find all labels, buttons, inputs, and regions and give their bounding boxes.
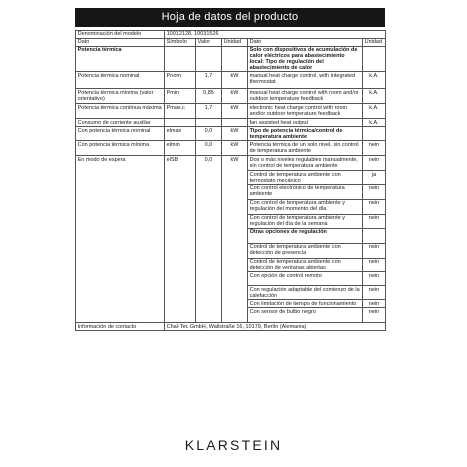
left-simbolo-cell bbox=[165, 46, 196, 72]
model-row bbox=[76, 31, 386, 39]
product-datasheet bbox=[75, 8, 385, 331]
header-unidad-right: Unidad bbox=[363, 38, 386, 46]
table-row bbox=[76, 141, 386, 156]
right-unidad-cell: nein bbox=[363, 156, 386, 171]
right-unidad-cell: nein bbox=[363, 243, 386, 258]
left-dato-cell: Potencia térmica nominal bbox=[76, 72, 165, 89]
right-unidad-cell: nein bbox=[363, 308, 386, 323]
left-dato-cell: Consumo de corriente auxiliar bbox=[76, 119, 165, 127]
left-simbolo-cell: elSB bbox=[165, 156, 196, 323]
right-unidad-cell: nein bbox=[363, 272, 386, 286]
right-unidad-cell bbox=[363, 46, 386, 72]
left-simbolo-cell: Pmax,c bbox=[165, 104, 196, 119]
left-dato-cell: Potencia térmica bbox=[76, 46, 165, 72]
left-valor-cell: 1,7 bbox=[196, 104, 222, 119]
left-unidad-cell: kW bbox=[222, 127, 248, 141]
right-unidad-cell: nein bbox=[363, 214, 386, 228]
table-row bbox=[76, 46, 386, 72]
right-dato-cell: Con limitación de tiempo de funcionamiento bbox=[248, 300, 363, 308]
left-valor-cell: 0,0 bbox=[196, 156, 222, 323]
right-unidad-cell: k.A. bbox=[363, 119, 386, 127]
left-valor-cell bbox=[196, 119, 222, 127]
right-unidad-cell: k.A. bbox=[363, 72, 386, 89]
right-dato-cell: Con control electrónico de temperatura ambiente bbox=[248, 184, 363, 199]
right-unidad-cell: k.A. bbox=[363, 104, 386, 119]
right-unidad-cell: nein bbox=[363, 184, 386, 199]
table-row bbox=[76, 127, 386, 141]
table-row bbox=[76, 119, 386, 127]
right-unidad-cell bbox=[363, 127, 386, 141]
contact-row bbox=[76, 323, 386, 331]
right-dato-cell: Otras opciones de regulación bbox=[248, 228, 363, 243]
left-dato-cell: Con potencia térmica mínima bbox=[76, 141, 165, 156]
left-dato-cell: En modo de espera bbox=[76, 156, 165, 323]
left-valor-cell: 0,0 bbox=[196, 141, 222, 156]
left-valor-cell: 0,0 bbox=[196, 127, 222, 141]
datasheet-title: Hoja de datos del producto bbox=[75, 8, 385, 27]
left-valor-cell: 0,85 bbox=[196, 89, 222, 104]
right-dato-cell: Con regulación adaptable del comienzo de la calefacción bbox=[248, 286, 363, 300]
left-unidad-cell: kW bbox=[222, 89, 248, 104]
left-valor-cell bbox=[196, 46, 222, 72]
right-unidad-cell: nein bbox=[363, 141, 386, 156]
left-dato-cell: Con potencia térmica nominal bbox=[76, 127, 165, 141]
header-valor: Valor bbox=[196, 38, 222, 46]
right-unidad-cell: nein bbox=[363, 258, 386, 272]
right-dato-cell: Solo con dispositivos de acumulación de calor eléctricos para abastecimiento local: Tipo de regulación del abastecimiento de calor bbox=[248, 46, 363, 72]
left-dato-cell: Potencia térmica continua máxima bbox=[76, 104, 165, 119]
left-valor-cell: 1,7 bbox=[196, 72, 222, 89]
model-label: Denominación del modelo bbox=[76, 31, 165, 39]
right-unidad-cell: ja bbox=[363, 171, 386, 185]
header-dato-right: Dato bbox=[248, 38, 363, 46]
right-dato-cell: electronic heat charge control with room and/or outdoor temperature feedback bbox=[248, 104, 363, 119]
right-unidad-cell: nein bbox=[363, 300, 386, 308]
left-simbolo-cell: Pnom bbox=[165, 72, 196, 89]
right-dato-cell: Con opción de control remoto bbox=[248, 272, 363, 286]
left-unidad-cell bbox=[222, 46, 248, 72]
right-unidad-cell: nein bbox=[363, 286, 386, 300]
right-dato-cell: manual heat charge control, with integrated thermostat bbox=[248, 72, 363, 89]
right-unidad-cell: k.A. bbox=[363, 89, 386, 104]
left-unidad-cell: kW bbox=[222, 141, 248, 156]
brand-logo: KLARSTEIN bbox=[184, 437, 283, 453]
left-simbolo-cell: elmin bbox=[165, 141, 196, 156]
left-unidad-cell: kW bbox=[222, 72, 248, 89]
right-dato-cell: Control de temperatura ambiente con termostato mecánico bbox=[248, 171, 363, 185]
left-unidad-cell bbox=[222, 119, 248, 127]
right-unidad-cell bbox=[363, 228, 386, 243]
table-row bbox=[76, 156, 386, 171]
header-unidad: Unidad bbox=[222, 38, 248, 46]
right-dato-cell: fan assisted heat output bbox=[248, 119, 363, 127]
left-simbolo-cell: elmax bbox=[165, 127, 196, 141]
table-row bbox=[76, 72, 386, 89]
contact-value: Chal-Tec GmbH, Wallstraße 16, 10179, Berlín (Alemania) bbox=[165, 323, 386, 331]
right-dato-cell: Control de temperatura ambiente con detección de presencia bbox=[248, 243, 363, 258]
left-simbolo-cell bbox=[165, 119, 196, 127]
left-dato-cell: Potencia térmica mínima (valor orientativo) bbox=[76, 89, 165, 104]
left-unidad-cell: kW bbox=[222, 156, 248, 323]
right-dato-cell: Potencia térmica de un solo nivel, sin control de temperatura ambiente bbox=[248, 141, 363, 156]
right-dato-cell: manual heat charge control with room and/or outdoor temperature feedback bbox=[248, 89, 363, 104]
header-row bbox=[76, 38, 386, 46]
model-value: 10012128, 10031526 bbox=[165, 31, 386, 39]
right-dato-cell: Dos o más niveles regulables manualmente, sin control de temperatura ambiente bbox=[248, 156, 363, 171]
header-simbolo: Símbolo bbox=[165, 38, 196, 46]
contact-label: Información de contacto bbox=[76, 323, 165, 331]
spec-table bbox=[75, 30, 386, 331]
left-simbolo-cell: Pmin bbox=[165, 89, 196, 104]
table-row bbox=[76, 104, 386, 119]
right-dato-cell: Control de temperatura ambiente con detección de ventanas abiertas bbox=[248, 258, 363, 272]
spec-body bbox=[76, 46, 386, 323]
header-dato: Dato bbox=[76, 38, 165, 46]
right-dato-cell: Con sensor de bulbo negro bbox=[248, 308, 363, 323]
right-unidad-cell: nein bbox=[363, 199, 386, 214]
left-unidad-cell: kW bbox=[222, 104, 248, 119]
right-dato-cell: Con control de temperatura ambiente y regulación del día de la semana bbox=[248, 214, 363, 228]
right-dato-cell: Tipo de potencia térmica/control de temperatura ambiente bbox=[248, 127, 363, 141]
table-row bbox=[76, 89, 386, 104]
right-dato-cell: Con control de temperatura ambiente y regulación del momento del día bbox=[248, 199, 363, 214]
